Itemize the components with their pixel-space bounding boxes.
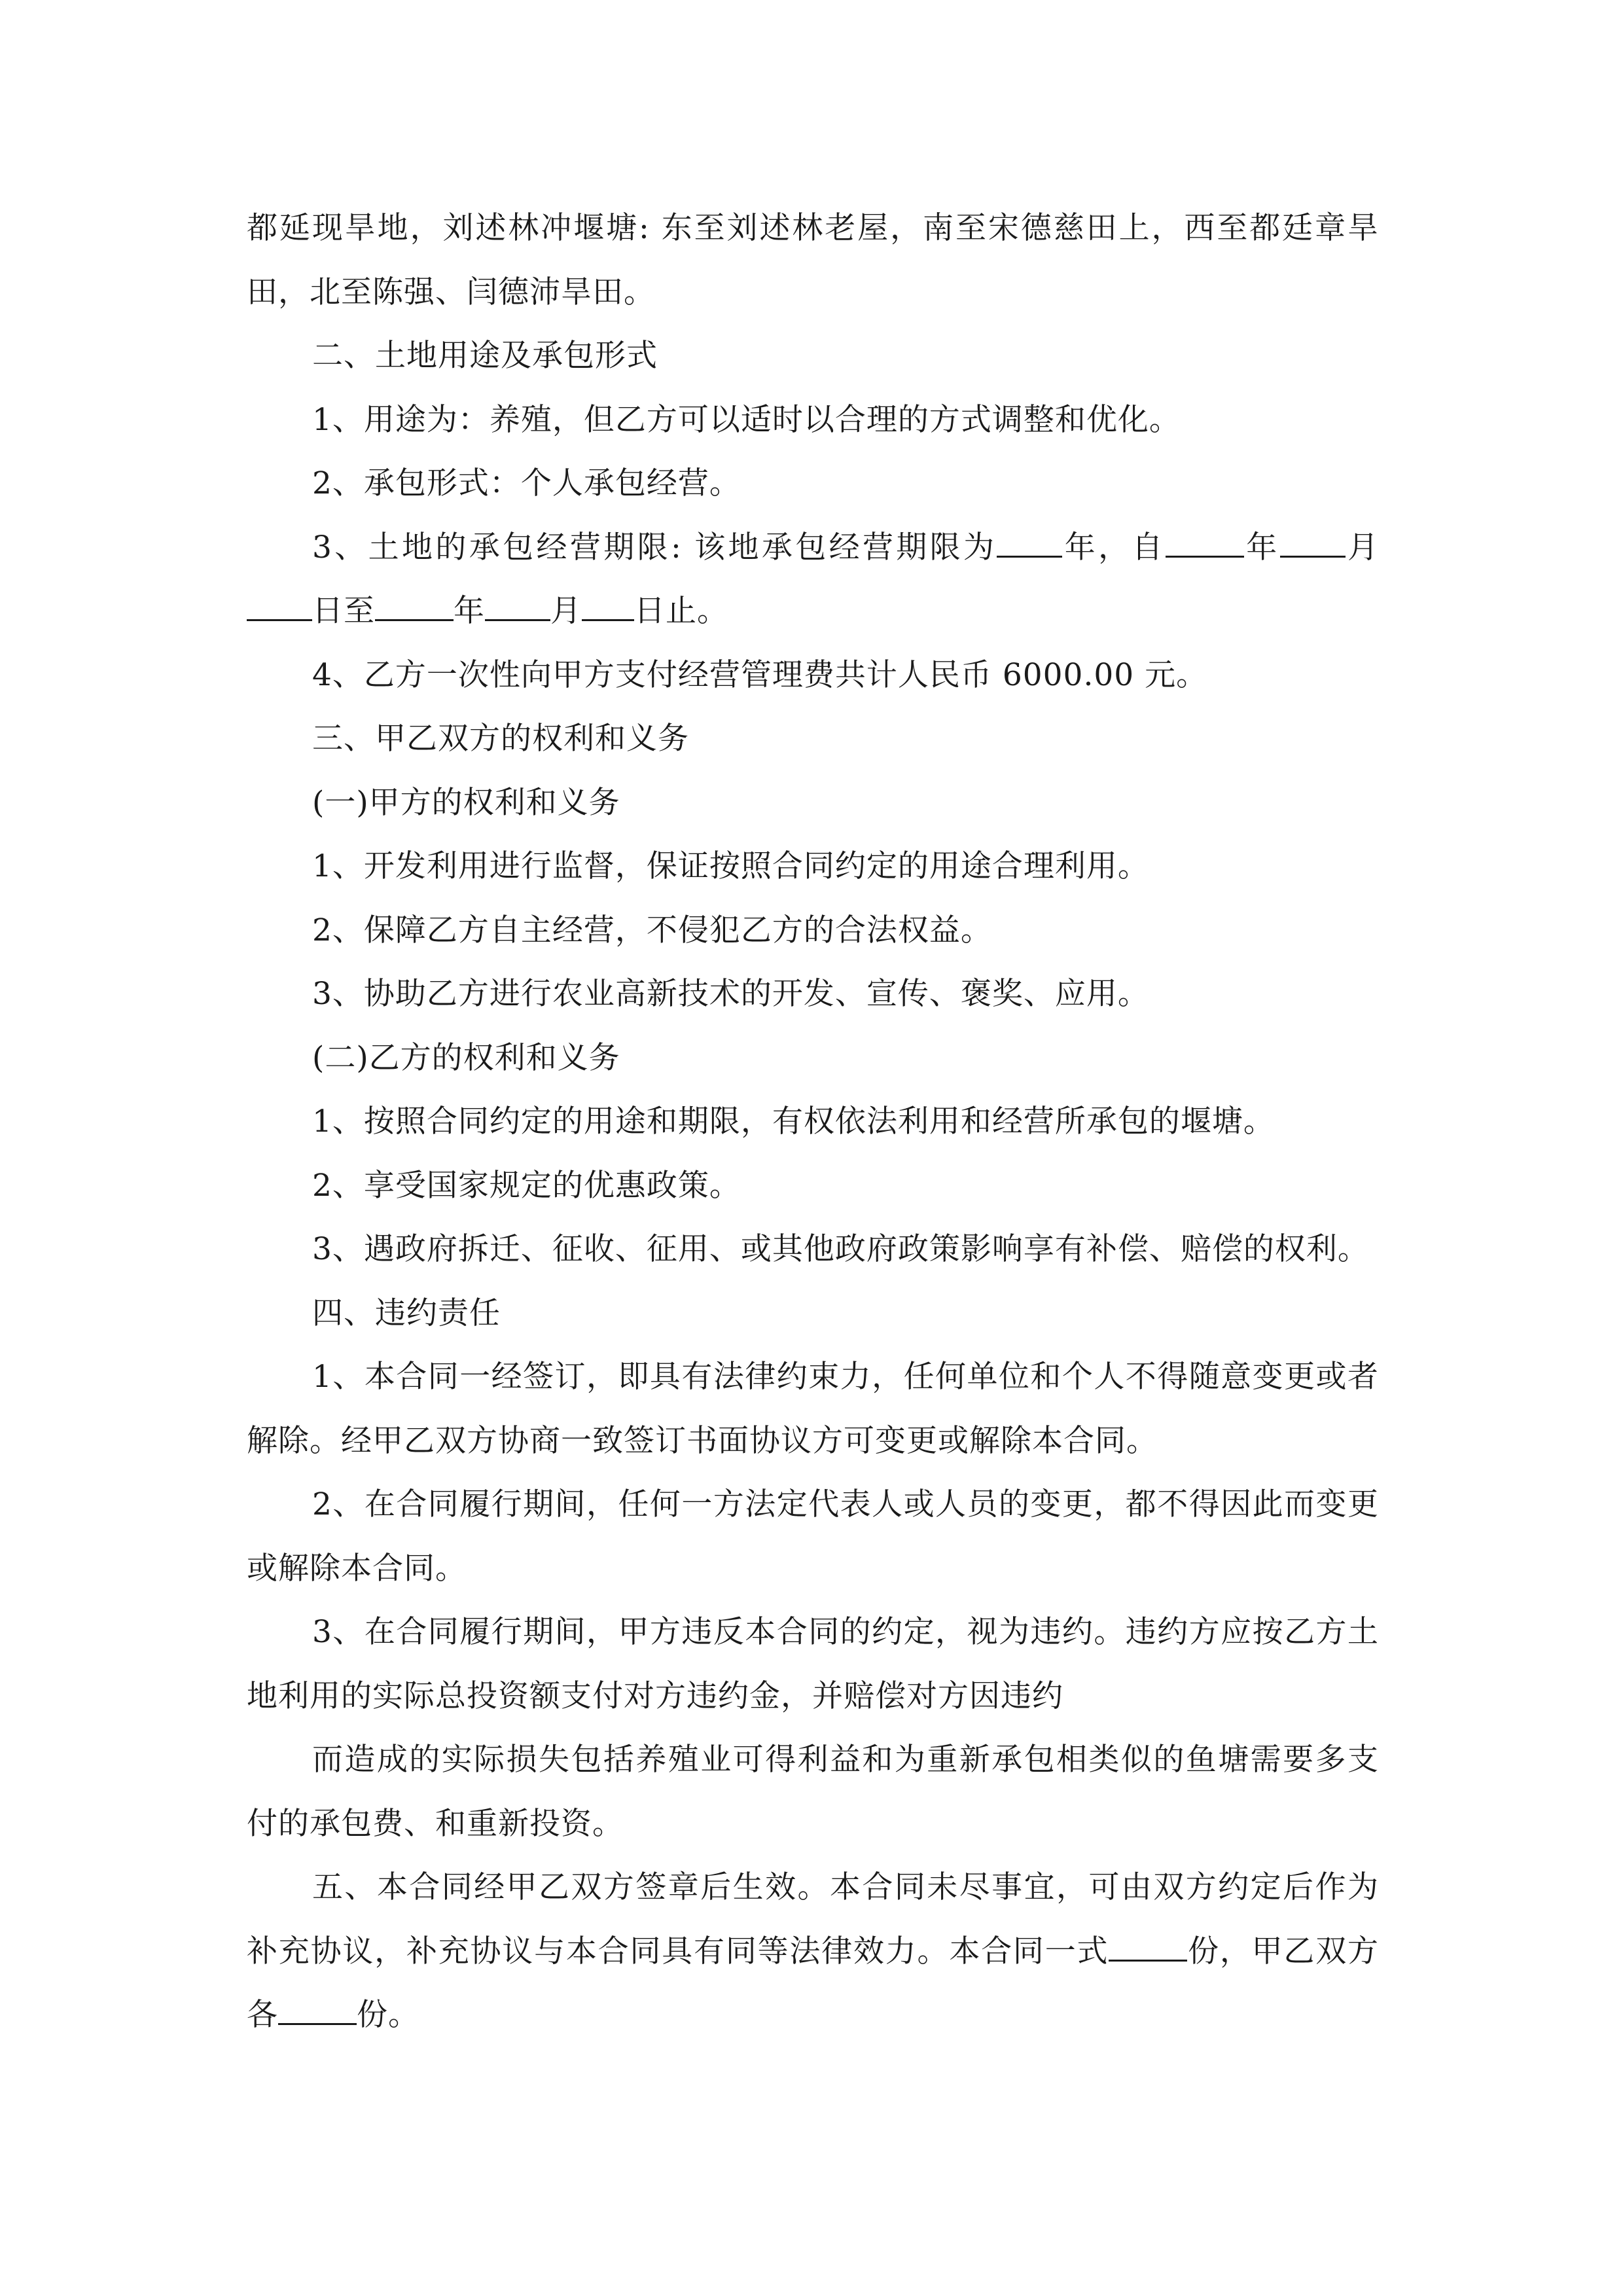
clause-management-fee: 4、乙方一次性向甲方支付经营管理费共计人民币 6000.00 元。 bbox=[312, 656, 1208, 693]
heading-land-use: 二、土地用途及承包形式 bbox=[312, 338, 658, 374]
subheading-party-a: (一)甲方的权利和义务 bbox=[312, 784, 620, 821]
effect-text-1: 五、本合同经甲乙双方签章后生效。本合同未尽事宜，可由双方约定后作为补充协议，补充协议与本合同具有同等法律效力。本合同一式 bbox=[247, 1869, 1379, 1969]
clause-usage: 1、用途为：养殖，但乙方可以适时以合理的方式调整和优化。 bbox=[312, 401, 1181, 438]
term-text-3: 年 bbox=[1243, 529, 1280, 565]
clause-b-2: 2、享受国家规定的优惠政策。 bbox=[312, 1167, 741, 1204]
blank-start-year[interactable] bbox=[1166, 529, 1244, 558]
blank-end-year[interactable] bbox=[375, 593, 454, 621]
blank-copies-total[interactable] bbox=[1109, 1933, 1187, 1962]
clause-b-1: 1、按照合同约定的用途和期限，有权依法利用和经营所承包的堰塘。 bbox=[312, 1103, 1275, 1139]
blank-end-day[interactable] bbox=[582, 593, 634, 621]
heading-rights-obligations: 三、甲乙双方的权利和义务 bbox=[312, 721, 689, 757]
clause-a-1: 1、开发利用进行监督，保证按照合同约定的用途合理利用。 bbox=[312, 848, 1149, 884]
clause-a-2: 2、保障乙方自主经营，不侵犯乙方的合法权益。 bbox=[312, 912, 992, 948]
term-text-2: 年，自 bbox=[1062, 529, 1166, 565]
term-text-1: 3、土地的承包经营期限: 该地承包经营期限为 bbox=[312, 529, 997, 565]
term-text-4: 月 bbox=[1345, 529, 1380, 565]
clause-breach-1: 1、本合同一经签订，即具有法律约束力，任何单位和个人不得随意变更或者解除。经甲乙双方协商一致签订书面协议方可变更或解除本合同。 bbox=[247, 1359, 1379, 1459]
clause-breach-3: 3、在合同履行期间，甲方违反本合同的约定，视为违约。违约方应按乙方土地利用的实际总投资额支付对方违约金，并赔偿对方因违约 bbox=[247, 1614, 1379, 1714]
clause-a-3: 3、协助乙方进行农业高新技术的开发、宣传、褒奖、应用。 bbox=[312, 976, 1149, 1012]
blank-years[interactable] bbox=[997, 529, 1062, 558]
term-text-7: 月 bbox=[550, 593, 582, 629]
term-text-6: 年 bbox=[454, 593, 485, 629]
clause-contract-term bbox=[247, 516, 1379, 643]
blank-start-day[interactable] bbox=[247, 593, 312, 621]
document-body bbox=[247, 196, 1379, 2047]
clause-breach-2: 2、在合同履行期间，任何一方法定代表人或人员的变更，都不得因此而变更或解除本合同。 bbox=[247, 1486, 1379, 1587]
blank-copies-each[interactable] bbox=[278, 1997, 357, 2025]
heading-breach: 四、违约责任 bbox=[312, 1295, 501, 1331]
blank-start-month[interactable] bbox=[1280, 529, 1346, 558]
blank-end-month[interactable] bbox=[485, 593, 550, 621]
clause-effectiveness bbox=[247, 1856, 1379, 2047]
effect-text-2: 份，甲乙双方各 bbox=[247, 1933, 1380, 2033]
clause-contract-form: 2、承包形式：个人承包经营。 bbox=[312, 465, 741, 501]
term-text-8: 日止。 bbox=[634, 593, 728, 629]
term-text-5: 日至 bbox=[312, 593, 375, 629]
effect-text-3: 份。 bbox=[357, 1997, 419, 2033]
subheading-party-b: (二)乙方的权利和义务 bbox=[312, 1039, 620, 1076]
clause-b-3: 3、遇政府拆迁、征收、征用、或其他政府政策影响享有补偿、赔偿的权利。 bbox=[312, 1231, 1369, 1267]
paragraph-boundaries: 都延现旱地，刘述林冲堰塘: 东至刘述林老屋，南至宋德慈田上，西至都廷章旱田，北至陈强、闫德沛旱田。 bbox=[247, 210, 1379, 310]
clause-breach-3-continued: 而造成的实际损失包括养殖业可得利益和为重新承包相类似的鱼塘需要多支付的承包费、和重新投资。 bbox=[247, 1742, 1379, 1842]
